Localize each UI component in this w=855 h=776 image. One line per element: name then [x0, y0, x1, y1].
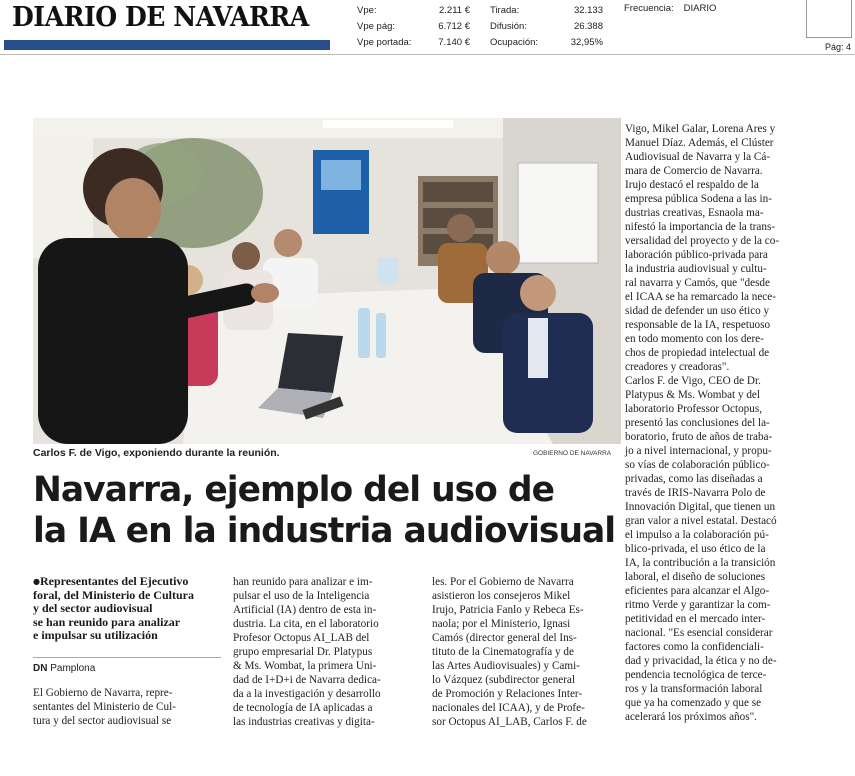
masthead	[4, 0, 330, 40]
body-line: laboratorio Professor Octopus,	[625, 403, 763, 415]
lead-line: foral, del Ministerio de Cultura	[33, 587, 194, 602]
body-line: boratorio, fruto de años de traba-	[625, 431, 773, 443]
body-line: sentantes del Ministerio de Cul-	[33, 701, 176, 713]
masthead-bar	[4, 40, 330, 50]
body-line: sor Octopus AI_LAB, Carlos F. de	[432, 716, 587, 728]
body-line: través de IRIS-Navarra Polo de	[625, 487, 766, 499]
body-line: les. Por el Gobierno de Navarra	[432, 576, 574, 588]
body-line: en todo momento con los dere-	[625, 333, 764, 345]
meeting-photo-illustration	[33, 118, 621, 444]
body-line: empresa pública Sodena a las in-	[625, 193, 772, 205]
body-line: Camós (director general del Ins-	[432, 632, 577, 644]
stat-label: Tirada:	[490, 5, 520, 16]
stat-label: Ocupación:	[490, 37, 539, 48]
body-line: pulsar el uso de la Inteligencia	[233, 590, 370, 602]
meeting-photo	[33, 118, 621, 444]
masthead-title: DIARIO DE NAVARRA	[12, 2, 309, 33]
body-line: de tecnología de IA aplicadas a	[233, 702, 373, 714]
body-line: Profesor Octopus AI_LAB del	[233, 632, 370, 644]
body-line: el impulso a la colaboración pú-	[625, 529, 769, 541]
body-line: nacionales del ICAA), y de Profe-	[432, 702, 585, 714]
body-line: Innovación Digital, que tienen un	[625, 501, 776, 513]
stats-right	[490, 3, 603, 51]
body-line: IA, la contribución a la transición	[625, 557, 776, 569]
body-line: Platypus & Ms. Wombat y del	[625, 389, 761, 401]
body-line: sidad de defender un uso ético y	[625, 305, 770, 317]
body-line: da a la investigación y desarrollo	[233, 688, 381, 700]
body-line: factores como la confidenciali-	[625, 641, 764, 653]
body-line: ritmo Verde y garantizar la com-	[625, 599, 771, 611]
frequency-label: Frecuencia:	[624, 3, 674, 14]
body-line: Manuel Díaz. Además, el Clúster	[625, 137, 774, 149]
body-line: ros y la transformación laboral	[625, 683, 763, 695]
body-line: dustria. La cita, en el laboratorio	[233, 618, 379, 630]
body-line: nifestó la importancia de la trans-	[625, 221, 776, 233]
body-line: Vigo, Mikel Galar, Lorena Ares y	[625, 123, 776, 135]
body-line: la industria audiovisual y cultu-	[625, 263, 767, 275]
lead-line: e impulsar su utilización	[33, 628, 158, 643]
body-line: dad de I+D+i de Navarra dedica-	[233, 674, 381, 686]
body-line: las industrias creativas y digita-	[233, 716, 375, 728]
body-line: laboración público-privada para	[625, 249, 768, 261]
body-line: so vías de colaboración público-	[625, 459, 770, 471]
body-line: nacional. "Es esencial considerar	[625, 627, 773, 639]
body-line: lo Vázquez (subdirector general	[432, 674, 575, 686]
stat-value: 32.133	[573, 5, 603, 16]
corner-box	[806, 0, 852, 38]
stat-label: Vpe:	[357, 5, 377, 16]
body-line: de Promoción y Relaciones Inter-	[432, 688, 583, 700]
body-line: privadas, como las diseñadas a	[625, 473, 763, 485]
body-line: El Gobierno de Navarra, repre-	[33, 687, 173, 699]
header-rule	[0, 54, 855, 55]
headline-line: la IA en la industria audiovisual	[33, 511, 616, 551]
body-column-4	[625, 122, 823, 724]
body-line: gran valor a nivel estatal. Destacó	[625, 515, 777, 527]
body-line: jo a nivel internacional, y propu-	[625, 445, 772, 457]
body-line: & Ms. Wombat, la primera Uni-	[233, 660, 377, 672]
headline-line: Navarra, ejemplo del uso de	[33, 470, 554, 510]
body-line: chos de propiedad intelectual de	[625, 347, 770, 359]
stat-value: 26.388	[573, 21, 603, 32]
body-line: Irujo, Patricia Fanlo y Rebeca Es-	[432, 604, 584, 616]
stat-label: Vpe pág:	[357, 21, 396, 32]
body-line: Irujo destacó el respaldo de la	[625, 179, 759, 191]
body-line: asistieron los consejeros Mikel	[432, 590, 571, 602]
bullet-icon: ●	[33, 577, 40, 586]
frequency-value: DIARIO	[683, 3, 717, 14]
stats-left	[357, 3, 470, 51]
body-line: las Artes Audiovisuales) y Cami-	[432, 660, 580, 672]
page-number: Pág: 4	[824, 42, 851, 52]
stat-value: 7.140 €	[438, 37, 470, 48]
body-line: eficientes para alcanzar el Algo-	[625, 585, 770, 597]
stat-value: 32,95%	[570, 37, 603, 48]
lead-line: se han reunido para analizar	[33, 614, 181, 629]
body-line: tituto de la Cinematografía y de	[432, 646, 574, 658]
body-column-1	[33, 686, 221, 728]
body-line: que ya ha comenzado y que se	[625, 697, 762, 709]
body-line: ral navarra y Camós, que "desde	[625, 277, 770, 289]
body-line: blico-privada, el uso ético de la	[625, 543, 766, 555]
lead-line: y del sector audiovisual	[33, 601, 153, 616]
body-line: tura y del sector audiovisual se	[33, 715, 172, 727]
body-line: Artificial (IA) dentro de esta in-	[233, 604, 377, 616]
byline-place: Pamplona	[50, 663, 96, 674]
body-line: acelerará los próximos años".	[625, 711, 757, 723]
stat-value: 2.211 €	[439, 5, 470, 16]
byline-rule	[33, 657, 221, 658]
body-line: responsable de la IA, respetuoso	[625, 319, 771, 331]
stat-label: Difusión:	[490, 21, 527, 32]
body-line: naola; por el Ministerio, Ignasi	[432, 618, 571, 630]
body-line: el ICAA se ha remarcado la nece-	[625, 291, 776, 303]
lead-line: Representantes del Ejecutivo	[39, 574, 189, 588]
body-line: Audiovisual de Navarra y la Cá-	[625, 151, 771, 163]
body-column-2	[233, 575, 425, 729]
lead	[33, 575, 223, 643]
stat-value: 6.712 €	[438, 21, 470, 32]
body-line: dustrias creativas, Esnaola ma-	[625, 207, 764, 219]
body-line: creadores y creadoras".	[625, 361, 730, 373]
body-line: Carlos F. de Vigo, CEO de Dr.	[625, 375, 761, 387]
body-line: versalidad del proyecto y de la co-	[625, 235, 780, 247]
body-line: grupo empresarial Dr. Platypus	[233, 646, 373, 658]
body-line: presentó las conclusiones del la-	[625, 417, 770, 429]
byline	[33, 663, 95, 674]
frequency	[624, 3, 716, 14]
body-line: dad y privacidad, la ética y no de-	[625, 655, 777, 667]
headline	[33, 470, 623, 552]
byline-agency: DN	[33, 663, 48, 674]
body-line: pendencia tecnológica de terce-	[625, 669, 767, 681]
body-line: laboral, el diseño de soluciones	[625, 571, 766, 583]
photo-caption: Carlos F. de Vigo, exponiendo durante la reunión.	[33, 447, 280, 459]
body-column-3	[432, 575, 624, 729]
body-line: han reunido para analizar e im-	[233, 576, 373, 588]
photo-credit: GOBIERNO DE NAVARRA	[533, 450, 612, 457]
body-line: mara de Comercio de Navarra.	[625, 165, 763, 177]
body-line: petitividad en el mercado inter-	[625, 613, 766, 625]
stat-label: Vpe portada:	[357, 37, 412, 48]
